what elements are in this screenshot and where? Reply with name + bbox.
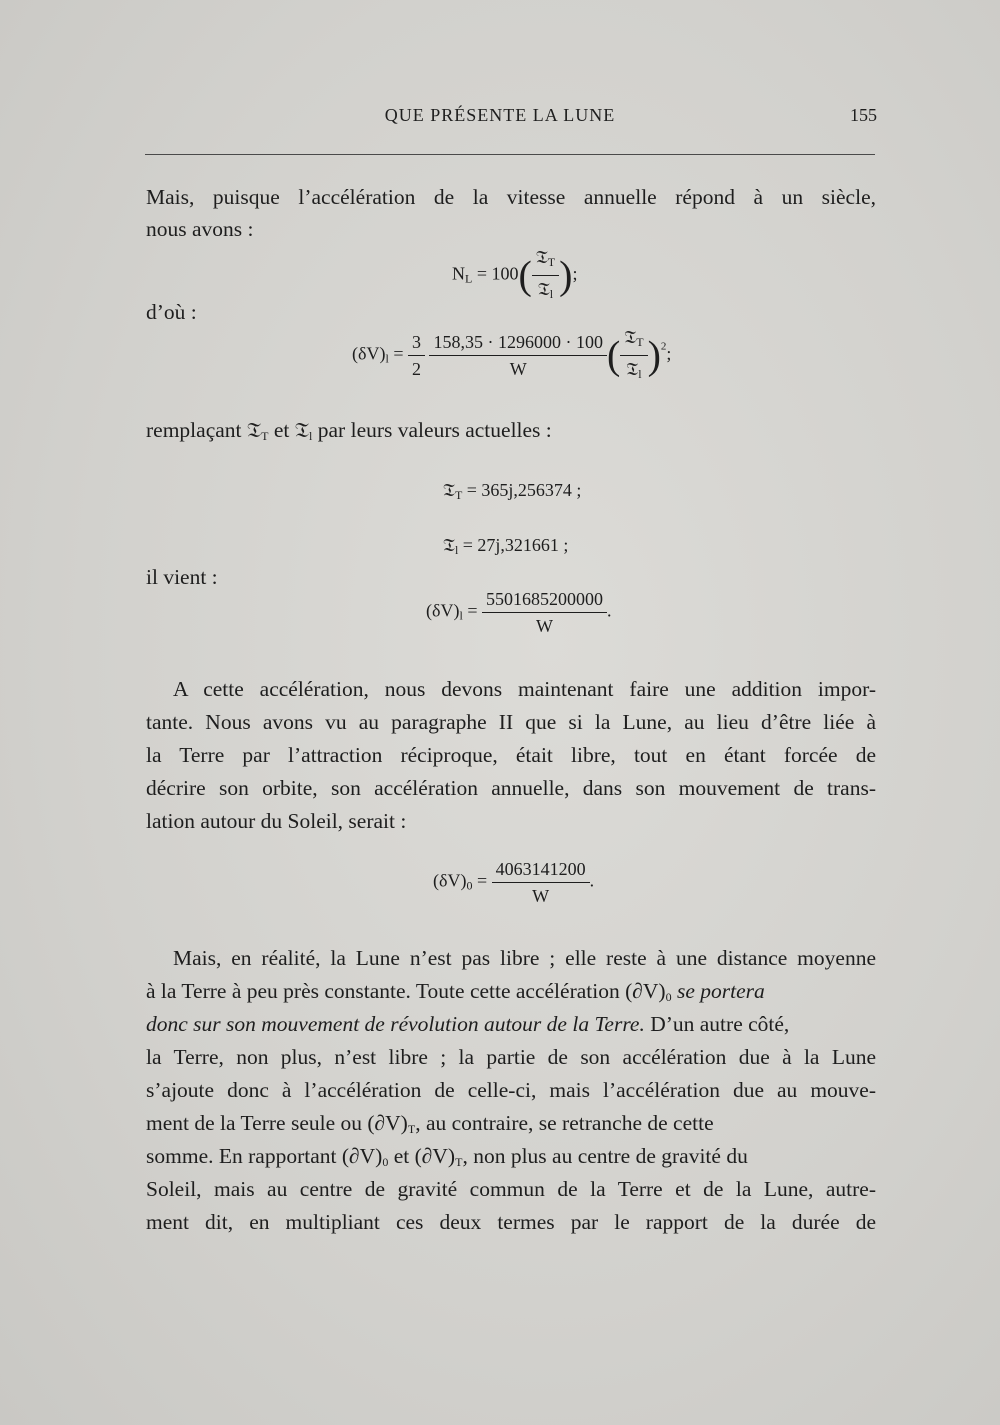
text-line (146, 1010, 789, 1038)
text-line: nous avons : (146, 217, 254, 241)
eq-symbol: 𝔗 (443, 480, 455, 500)
text-fragment: , au contraire, se retranche de cette (415, 1111, 714, 1135)
eq-subscript: l (638, 367, 642, 381)
eq-subscript: l (385, 351, 389, 366)
eq-subscript: l (459, 608, 463, 623)
eq-symbol: 𝔗 (443, 535, 455, 555)
equation-dv1-value (426, 588, 611, 637)
fraction (492, 858, 590, 907)
eq-text: . (589, 870, 595, 891)
text-fragment: somme. En rapportant (146, 1144, 337, 1168)
text-line: d’où : (146, 300, 197, 324)
eq-subscript: T (407, 1122, 416, 1136)
eq-symbol: 𝔗 (294, 418, 310, 442)
text-line (146, 1142, 748, 1176)
text-line: la Terre par l’attraction réciproque, était libre, tout en étant forcée de (146, 743, 876, 767)
eq-symbol: 𝔗 (537, 279, 550, 299)
eq-text: = (476, 870, 488, 891)
text-line: A cette accélération, nous devons maintenant faire une addition impor- (173, 677, 876, 701)
eq-symbol: 𝔗 (624, 327, 637, 347)
paren-left: ( (518, 252, 532, 298)
equation-tl (443, 534, 568, 561)
fraction-numerator: 3 (408, 331, 425, 356)
text-line: tante. Nous avons vu au paragraphe II que si la Lune, au lieu d’être liée à (146, 710, 876, 734)
text-line: s’ajoute donc à l’accélération de celle-ci, mais l’accélération due au mouve- (146, 1078, 876, 1102)
fraction (482, 588, 607, 637)
equation-dv0 (433, 858, 594, 907)
eq-text: = (467, 600, 478, 621)
text-line (146, 416, 552, 450)
eq-text: = 27j,321661 ; (462, 535, 569, 555)
eq-symbol: 𝔗 (246, 418, 262, 442)
fraction (429, 331, 607, 380)
equation-dv1 (352, 326, 671, 385)
fraction (532, 246, 559, 305)
text-fragment: et (273, 418, 290, 442)
text-line (146, 977, 765, 1011)
eq-subscript: T (455, 1155, 463, 1169)
eq-subscript: T (547, 255, 556, 269)
eq-subscript: 0 (665, 990, 672, 1004)
text-fragment: à la Terre à peu près constante. Toute cette accélération (146, 979, 620, 1003)
eq-subscript: T (636, 335, 644, 349)
running-title: QUE PRÉSENTE LA LUNE (384, 105, 616, 125)
eq-subscript: l (309, 429, 313, 443)
text-fragment: remplaçant (146, 418, 242, 442)
text-line: décrire son orbite, son accélération annuelle, dans son mouvement de trans- (146, 776, 876, 800)
eq-subscript: 0 (382, 1155, 389, 1169)
fraction-numerator: 5501685200000 (482, 588, 607, 613)
text-line: lation autour du Soleil, serait : (146, 809, 407, 833)
eq-text: = 100 (476, 263, 519, 284)
equation-tt (443, 479, 581, 506)
paren-right: ) (559, 252, 573, 298)
text-fragment: se portera (676, 979, 765, 1003)
eq-text: . (606, 600, 612, 621)
text-line (146, 1109, 714, 1143)
eq-subscript: l (454, 543, 459, 557)
eq-subscript: L (465, 271, 473, 286)
eq-symbol: 𝔗 (535, 247, 548, 267)
eq-text: ; (666, 343, 672, 364)
text-fragment: donc sur son mouvement de révolution autour de la Terre. (146, 1012, 645, 1036)
fraction-denominator: W (509, 359, 527, 379)
eq-symbol: (δV) (433, 870, 467, 891)
text-fragment: ment de la Terre seule ou (146, 1111, 362, 1135)
eq-symbol: (∂V) (367, 1111, 408, 1135)
eq-subscript: T (261, 429, 269, 443)
eq-exponent: 2 (660, 340, 667, 353)
eq-symbol: 𝔗 (626, 359, 639, 379)
fraction-numerator: 4063141200 (492, 858, 590, 883)
fraction (408, 331, 425, 380)
fraction-numerator: 158,35 · 1296000 · 100 (429, 331, 607, 356)
equation-nl (452, 246, 577, 305)
eq-symbol: (∂V) (341, 1144, 383, 1168)
text-line: Mais, puisque l’accélération de la vitesse annuelle répond à un siècle, (146, 185, 876, 209)
eq-symbol: N (452, 263, 465, 284)
eq-symbol: (∂V) (414, 1144, 456, 1168)
fraction (620, 326, 647, 385)
text-line: il vient : (146, 565, 218, 589)
eq-symbol: (δV) (352, 343, 386, 364)
eq-symbol: (δV) (426, 600, 460, 621)
eq-text: ; (572, 263, 578, 284)
fraction-denominator: 2 (411, 359, 421, 379)
text-fragment: , non plus au centre de gravité du (462, 1144, 748, 1168)
eq-text: = (393, 343, 404, 364)
paren-left: ( (606, 332, 621, 378)
header-rule (145, 154, 875, 155)
text-fragment: D’un autre côté, (650, 1012, 790, 1036)
fraction-denominator: W (535, 616, 553, 636)
text-fragment: par leurs valeurs actuelles : (317, 418, 552, 442)
text-line: ment dit, en multipliant ces deux termes par le rapport de la durée de (146, 1210, 876, 1234)
text-fragment: et (393, 1144, 410, 1168)
eq-subscript: l (549, 287, 554, 301)
fraction-denominator: W (532, 886, 550, 906)
eq-text: = 365j,256374 ; (466, 480, 582, 500)
eq-subscript: 0 (466, 878, 473, 893)
page-number: 155 (850, 105, 877, 125)
eq-symbol: (∂V) (625, 979, 666, 1003)
paren-right: ) (647, 332, 661, 378)
eq-subscript: T (454, 488, 463, 502)
text-line: la Terre, non plus, n’est libre ; la partie de son accélération due à la Lune (146, 1045, 876, 1069)
text-line: Mais, en réalité, la Lune n’est pas libre ; elle reste à une distance moyenne (173, 946, 876, 970)
text-line: Soleil, mais au centre de gravité commun de la Terre et de la Lune, autre- (146, 1177, 876, 1201)
